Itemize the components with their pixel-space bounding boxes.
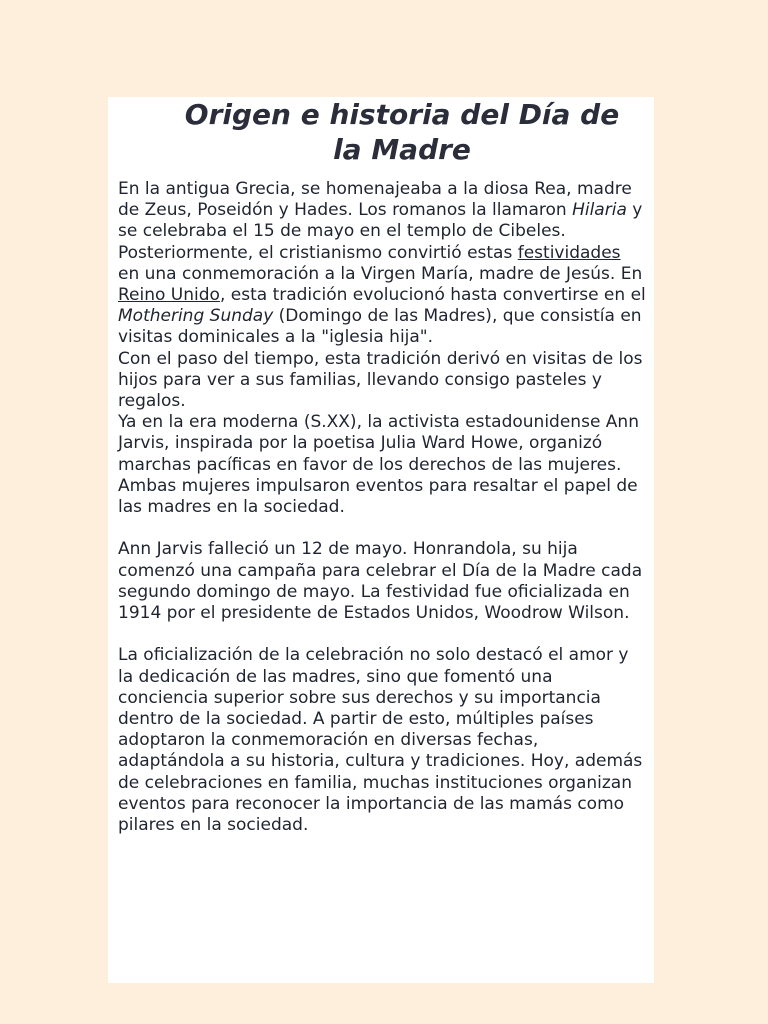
article-body [118, 179, 646, 836]
paragraph-ann-jarvis: Ann Jarvis falleció un 12 de mayo. Honrandola, su hija comenzó una campaña para celebrar el Día de la Madre cada segundo domingo de mayo. La festividad fue oficializada en 1914 por el presidente de Estados Unidos, Woodrow Wilson. [118, 539, 643, 624]
reino-unido-link[interactable]: Reino Unido [118, 285, 220, 306]
paragraph-modern-era: Ya en la era moderna (S.XX), la activista estadounidense Ann Jarvis, inspirada por la poetisa Julia Ward Howe, organizó marchas pacíficas en favor de los derechos de las mujeres. Ambas mujeres impulsaron eventos para resaltar el papel de las madres en la sociedad. [118, 412, 639, 518]
paragraph-officialization: La oficialización de la celebración no solo destacó el amor y la dedicación de las madres, sino que fomentó una conciencia superior sobre sus derechos y su importancia dentro de la sociedad. A partir de esto, múltiples países adoptaron la conmemoración en diversas fechas, adaptándola a su historia, cultura y tradiciones. Hoy, además de celebraciones en familia, muchas instituciones organizan eventos para reconocer la importancia de las mamás como pilares en la sociedad. [118, 645, 643, 836]
text-segment: y se celebraba el 15 de mayo en el templo de Cibeles. [118, 200, 643, 242]
hilaria-term: Hilaria [572, 200, 627, 221]
paragraph-spacer [118, 518, 646, 539]
text-segment: (Domingo de las Madres), que consistía en visitas dominicales a la "iglesia hija". [118, 306, 642, 348]
paragraph-greece [118, 179, 646, 243]
text-segment: , esta tradición evolucionó hasta convertirse en el [219, 285, 646, 306]
text-segment: Posteriormente, el cristianismo convirtió estas [118, 242, 518, 263]
paragraph-christianity [118, 243, 646, 349]
paragraph-tradition: Con el paso del tiempo, esta tradición derivó en visitas de los hijos para ver a sus familias, llevando consigo pasteles y regalos. [118, 348, 643, 412]
article-card [108, 97, 654, 983]
article-title: Origen e historia del Día de la Madre [184, 98, 620, 166]
mothering-sunday-term: Mothering Sunday [118, 306, 274, 327]
festividades-link[interactable]: festividades [517, 242, 621, 263]
paragraph-spacer [118, 624, 646, 645]
text-segment: en una conmemoración a la Virgen María, madre de Jesús. En [118, 263, 643, 284]
text-segment: En la antigua Grecia, se homenajeaba a la diosa Rea, madre de Zeus, Poseidón y Hades. Los romanos la llamaron [118, 179, 632, 221]
